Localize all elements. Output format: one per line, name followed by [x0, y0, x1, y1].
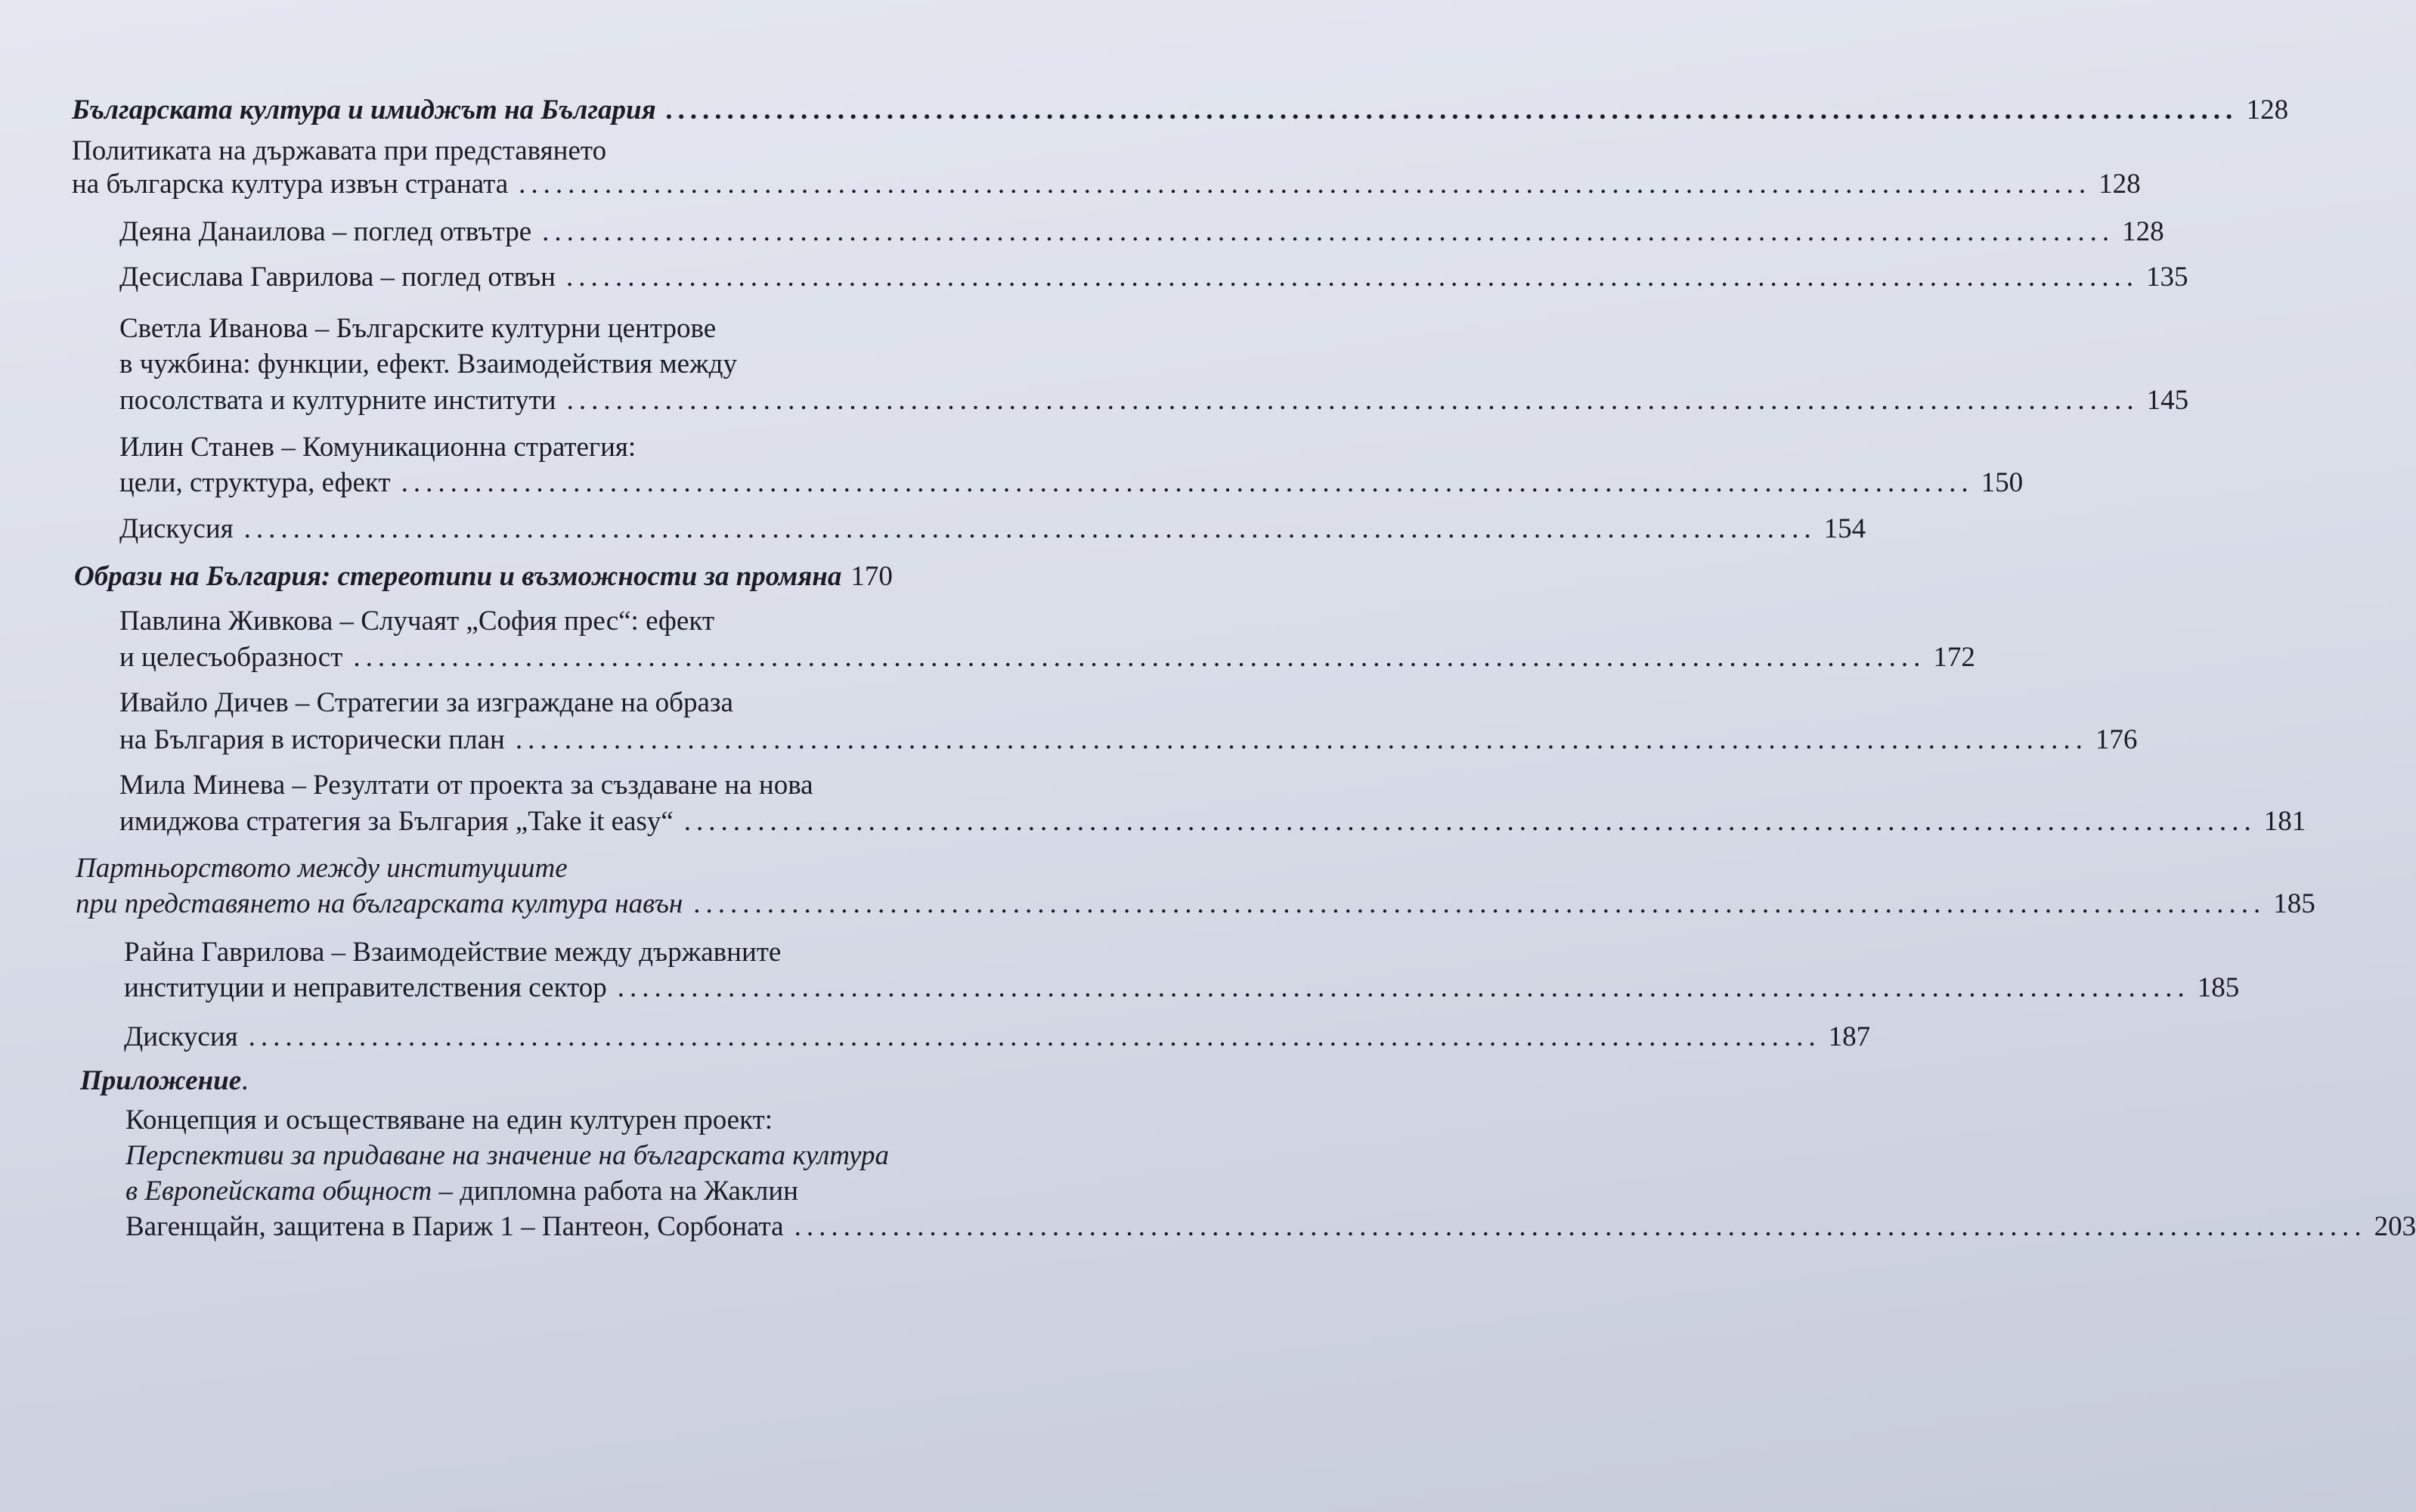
toc-entry-8 — [119, 723, 2138, 757]
toc-entry-10 — [124, 971, 2240, 1005]
toc-entry-2-text: Деяна Данаилова – поглед отвътре — [119, 216, 532, 247]
toc-page-number: 170 — [850, 561, 893, 592]
toc-appendix-line-1: Концепция и осъществяване на един културен проект: — [125, 1105, 773, 1136]
toc-section-1-title: Българската култура и имиджът на България — [72, 94, 656, 125]
toc-appendix-line-3-rest: – дипломна работа на Жаклин — [432, 1176, 798, 1207]
toc-section-3-line-1: Партньорството между институциите — [76, 853, 568, 884]
toc-entry-7 — [119, 641, 1975, 674]
dot-leader: ................................................................................................................................ — [515, 724, 2088, 755]
dot-leader: ................................................................................................................................ — [353, 642, 1926, 673]
toc-entry-6 — [119, 513, 1866, 546]
toc-appendix-line-2: Перспективи за придаване на значение на българската култура — [125, 1140, 889, 1171]
toc-page-number: 154 — [1823, 513, 1866, 544]
toc-entry-7-line-2: и целесъобразност — [119, 642, 343, 673]
dot-leader: ................................................................................................................................ — [248, 1021, 1821, 1052]
toc-entry-2 — [119, 215, 2164, 249]
toc-entry-1-line-2: на българска култура извън страната — [72, 169, 509, 200]
toc-entry-8-line-1: Ивайло Дичев – Стратегии за изграждане на образа — [119, 687, 733, 718]
toc-appendix-entry — [125, 1210, 2416, 1244]
dot-leader: ................................................................................................................................ — [243, 513, 1817, 544]
dot-leader: ................................................................................................................................ — [519, 169, 2092, 200]
toc-entry-5-line-2: цели, структура, ефект — [119, 467, 391, 498]
toc-entry-10-line-2: институции и неправителствения сектор — [124, 972, 607, 1003]
toc-entry-9-line-1: Мила Минева – Резултати от проекта за създаване на нова — [119, 770, 813, 801]
toc-section-2 — [74, 560, 1026, 593]
dot-leader: ................................................................................................................................ — [683, 806, 2256, 837]
toc-entry-11-text: Дискусия — [124, 1021, 238, 1052]
toc-page-number: 176 — [2095, 724, 2138, 755]
toc-entry-3 — [119, 261, 2188, 294]
toc-page-number: 181 — [2263, 806, 2306, 837]
toc-entry-1 — [72, 168, 2141, 201]
toc-entry-9 — [119, 805, 2306, 838]
toc-page-number: 145 — [2146, 385, 2189, 416]
toc-entry-8-line-2: на България в исторически план — [119, 724, 505, 755]
toc-page-number: 185 — [2273, 888, 2315, 919]
toc-entry-7-line-1: Павлина Живкова – Случаят „София прес“: ефект — [119, 606, 714, 637]
dot-leader: ................................................................................................................................ — [542, 216, 2115, 247]
toc-entry-5-line-1: Илин Станев – Комуникационна стратегия: — [119, 432, 637, 463]
toc-page-number: 135 — [2146, 262, 2188, 293]
toc-page-number: 203 — [2374, 1211, 2416, 1242]
dot-leader: ................................................................................................................................ — [401, 467, 1974, 498]
toc-entry-10-line-1: Райна Гаврилова – Взаимодействие между държавните — [124, 937, 782, 968]
dot-leader: ................................................................................................................................ — [566, 385, 2139, 416]
toc-entry-5 — [119, 466, 2024, 500]
dot-leader: ................................................................................................................................ — [666, 94, 2239, 125]
dot-leader: ................................................................................................................................ — [566, 262, 2139, 293]
toc-page-number: 150 — [1981, 467, 2024, 498]
dot-leader: ................................................................................................................................ — [617, 972, 2190, 1003]
toc-page-number: 185 — [2197, 972, 2240, 1003]
toc-appendix-period: . — [241, 1065, 249, 1096]
toc-section-2-title: Образи на България: стереотипи и възможности за промяна — [74, 561, 842, 592]
dot-leader: ................................................................................................................................ — [693, 888, 2266, 919]
toc-page-number: 187 — [1828, 1021, 1871, 1052]
toc-page-number: 172 — [1933, 642, 1975, 673]
toc-entry-9-line-2: имиджова стратегия за България „Take it easy“ — [119, 806, 674, 837]
toc-appendix-line-4: Вагенщайн, защитена в Париж 1 – Пантеон, Сорбоната — [125, 1211, 784, 1242]
toc-page-number: 128 — [2246, 94, 2289, 125]
toc-section-1 — [72, 94, 2289, 127]
toc-appendix-heading — [80, 1064, 248, 1098]
toc-appendix-line-3-italic: в Европейската общност — [125, 1176, 432, 1207]
toc-appendix-label: Приложение — [80, 1065, 242, 1096]
dot-leader: ................................................................................................................................ — [794, 1211, 2367, 1242]
toc-entry-4-line-1: Светла Иванова – Българските културни центрове — [119, 313, 717, 344]
toc-entry-4-line-3: посолствата и културните институти — [119, 385, 556, 416]
toc-entry-4-line-2: в чужбина: функции, ефект. Взаимодействия между — [119, 349, 737, 380]
toc-page-number: 128 — [2099, 169, 2141, 200]
toc-entry-6-text: Дискусия — [119, 513, 234, 544]
toc-page-number: 128 — [2122, 216, 2164, 247]
toc-appendix-line-3 — [125, 1175, 798, 1208]
toc-entry-11 — [124, 1021, 1871, 1054]
toc-section-3-line-2: при представянето на българската култура навън — [76, 888, 683, 919]
toc-entry-4 — [119, 384, 2189, 417]
toc-section-3 — [76, 888, 2315, 921]
toc-entry-1-line-1: Политиката на държавата при представянето — [72, 135, 607, 166]
toc-entry-3-text: Десислава Гаврилова – поглед отвън — [119, 262, 556, 293]
